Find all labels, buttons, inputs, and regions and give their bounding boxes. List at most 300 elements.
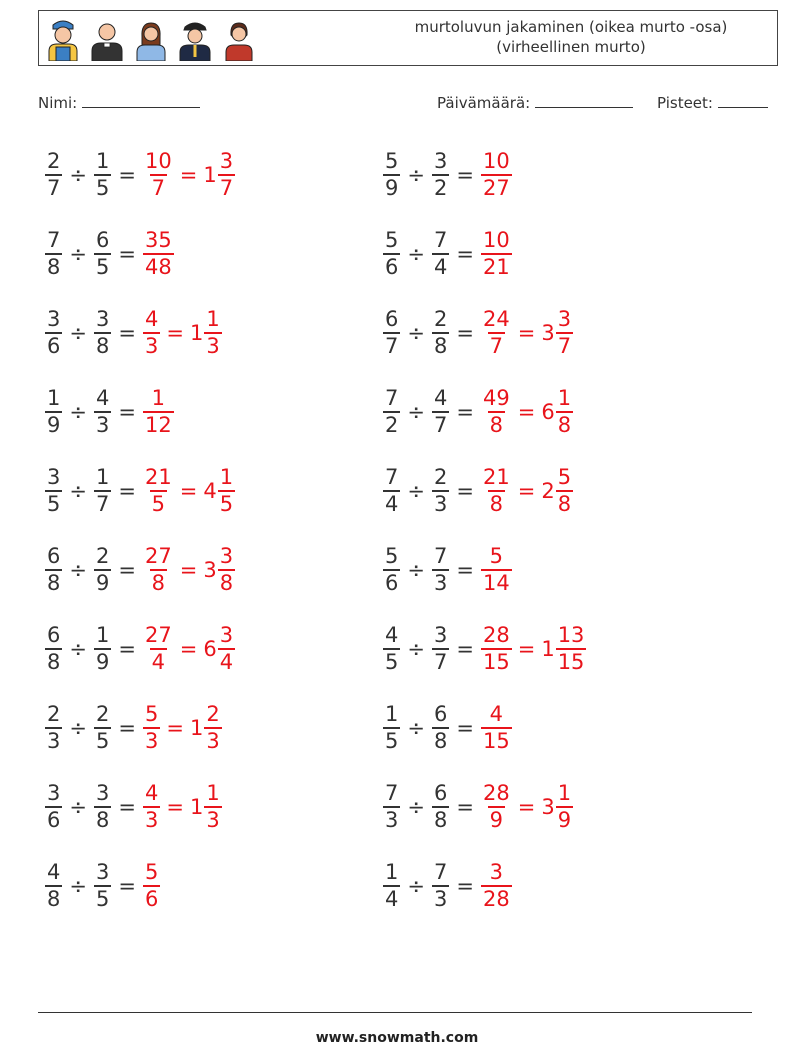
dividend-fraction-numerator: 1: [385, 860, 399, 884]
mixed-fraction: [218, 467, 235, 515]
mixed-fraction: [218, 625, 235, 673]
dividend-fraction: [45, 309, 62, 357]
dividend-fraction-denominator: 6: [385, 571, 399, 595]
mixed-fraction-numerator: 13: [557, 623, 585, 647]
dividend-fraction-denominator: 5: [385, 729, 399, 753]
mixed-whole-number: 3: [541, 795, 555, 819]
dividend-fraction-numerator: 3: [47, 307, 61, 331]
title-line-2: (virheellinen murto): [496, 38, 646, 56]
divisor-fraction-denominator: 5: [95, 255, 110, 279]
mixed-fraction-numerator: 1: [206, 307, 220, 331]
answer-fraction-denominator: 5: [151, 492, 166, 516]
dividend-fraction-numerator: 5: [385, 228, 399, 252]
divisor-fraction: [432, 467, 449, 515]
mixed-fraction-denominator: 7: [557, 334, 572, 358]
answer-fraction-denominator: 14: [482, 571, 510, 595]
answer-equals-sign: =: [517, 637, 536, 661]
dividend-fraction-denominator: 7: [47, 176, 61, 200]
answer-equals-sign: =: [179, 637, 198, 661]
mixed-fraction-numerator: 1: [557, 386, 572, 410]
mixed-fraction-denominator: 3: [206, 808, 220, 832]
mixed-fraction-denominator: 8: [557, 492, 572, 516]
answer: [481, 388, 573, 436]
answer-equals-sign: =: [517, 321, 536, 345]
equals-sign: =: [456, 163, 474, 187]
problem-item: [383, 298, 573, 368]
divisor-fraction-numerator: 2: [95, 702, 110, 726]
divisor-fraction: [432, 151, 449, 199]
divisor-fraction-denominator: 5: [95, 887, 110, 911]
answer-fraction: [143, 151, 174, 199]
answer-fraction: [481, 151, 512, 199]
equals-sign: =: [118, 795, 136, 819]
dividend-fraction: [383, 625, 400, 673]
answer: [143, 230, 174, 278]
dividend-fraction-denominator: 4: [385, 887, 399, 911]
equals-sign: =: [118, 242, 136, 266]
equals-sign: =: [456, 795, 474, 819]
divisor-fraction-numerator: 6: [433, 781, 448, 805]
dividend-fraction-denominator: 5: [47, 492, 61, 516]
answer-fraction: [143, 230, 174, 278]
answer-fraction-denominator: 28: [482, 887, 510, 911]
answer-equals-sign: =: [179, 163, 198, 187]
answer-fraction-numerator: 4: [144, 307, 159, 331]
dividend-fraction-numerator: 7: [47, 228, 61, 252]
answer: [481, 309, 573, 357]
dividend-fraction: [45, 862, 62, 910]
dividend-fraction-denominator: 9: [385, 176, 399, 200]
divisor-fraction-denominator: 8: [95, 334, 110, 358]
dividend-fraction: [383, 309, 400, 357]
divisor-fraction-numerator: 6: [433, 702, 448, 726]
mixed-fraction-denominator: 8: [557, 413, 572, 437]
dividend-fraction-numerator: 4: [385, 623, 399, 647]
equals-sign: =: [118, 558, 136, 582]
mixed-fraction-numerator: 1: [219, 465, 234, 489]
divisor-fraction: [94, 783, 111, 831]
answer: [143, 704, 222, 752]
answer-fraction: [143, 546, 174, 594]
dividend-fraction: [45, 467, 62, 515]
mixed-fraction-numerator: 2: [206, 702, 220, 726]
dividend-fraction-denominator: 4: [385, 492, 399, 516]
divisor-fraction-numerator: 2: [433, 465, 448, 489]
dividend-fraction-numerator: 6: [47, 623, 61, 647]
divisor-fraction-numerator: 3: [433, 149, 448, 173]
equals-sign: =: [118, 163, 136, 187]
divide-sign: ÷: [407, 400, 425, 424]
divisor-fraction: [94, 862, 111, 910]
divisor-fraction-numerator: 7: [433, 228, 448, 252]
answer-fraction-numerator: 4: [144, 781, 159, 805]
answer: [143, 467, 235, 515]
answer-fraction-denominator: 7: [151, 176, 166, 200]
mixed-fraction: [204, 309, 221, 357]
divisor-fraction-numerator: 3: [95, 307, 110, 331]
answer-fraction-numerator: 10: [482, 228, 510, 252]
answer-fraction-denominator: 3: [144, 808, 159, 832]
divisor-fraction: [432, 546, 449, 594]
answer-fraction-numerator: 28: [482, 623, 510, 647]
dividend-fraction-numerator: 7: [385, 386, 399, 410]
mixed-whole-number: 3: [203, 558, 217, 582]
divisor-fraction: [94, 467, 111, 515]
equals-sign: =: [456, 242, 474, 266]
mixed-fraction: [204, 783, 221, 831]
answer-fraction: [481, 546, 512, 594]
answer: [481, 467, 573, 515]
divisor-fraction-numerator: 4: [433, 386, 448, 410]
answer-fraction-denominator: 48: [144, 255, 172, 279]
score-label: Pisteet:: [657, 94, 713, 112]
dividend-fraction: [45, 151, 62, 199]
dividend-fraction-denominator: 3: [385, 808, 399, 832]
answer-fraction: [481, 467, 512, 515]
mixed-fraction-denominator: 7: [219, 176, 234, 200]
answer-fraction-denominator: 6: [144, 887, 159, 911]
dividend-fraction: [45, 230, 62, 278]
divide-sign: ÷: [69, 163, 87, 187]
dividend-fraction: [45, 704, 62, 752]
divisor-fraction-denominator: 3: [433, 887, 448, 911]
problem-item: [383, 140, 512, 210]
divisor-fraction-numerator: 2: [95, 544, 110, 568]
answer-fraction: [143, 309, 160, 357]
answer-fraction-numerator: 5: [144, 702, 159, 726]
divide-sign: ÷: [407, 479, 425, 503]
dividend-fraction-numerator: 4: [47, 860, 61, 884]
divisor-fraction-denominator: 3: [433, 492, 448, 516]
answer-fraction-numerator: 10: [144, 149, 172, 173]
divisor-fraction-denominator: 7: [95, 492, 110, 516]
mixed-fraction-denominator: 5: [219, 492, 234, 516]
divisor-fraction: [432, 704, 449, 752]
answer-fraction-denominator: 3: [144, 334, 159, 358]
problem-item: [45, 851, 160, 921]
title-line-1: murtoluvun jakaminen (oikea murto -osa): [414, 18, 728, 36]
mixed-whole-number: 1: [189, 795, 204, 819]
dividend-fraction-numerator: 1: [47, 386, 61, 410]
mixed-fraction-numerator: 1: [557, 781, 572, 805]
answer-fraction-denominator: 7: [489, 334, 504, 358]
problem-item: [383, 614, 586, 684]
problem-item: [45, 456, 235, 526]
dividend-fraction-numerator: 7: [385, 465, 399, 489]
answer-fraction-numerator: 21: [144, 465, 172, 489]
problem-item: [383, 219, 512, 289]
answer-fraction-denominator: 8: [489, 492, 504, 516]
answer-fraction-numerator: 35: [144, 228, 172, 252]
dividend-fraction-denominator: 2: [385, 413, 399, 437]
mixed-whole-number: 4: [203, 479, 217, 503]
mixed-fraction: [556, 467, 573, 515]
answer: [143, 388, 174, 436]
answer: [143, 309, 222, 357]
divisor-fraction-numerator: 1: [95, 149, 110, 173]
divisor-fraction-denominator: 2: [433, 176, 448, 200]
dividend-fraction: [383, 151, 400, 199]
divisor-fraction-denominator: 3: [433, 571, 448, 595]
equals-sign: =: [456, 400, 474, 424]
dividend-fraction: [383, 783, 400, 831]
divisor-fraction-numerator: 2: [433, 307, 448, 331]
dividend-fraction-denominator: 8: [47, 255, 61, 279]
divisor-fraction-numerator: 3: [433, 623, 448, 647]
divide-sign: ÷: [407, 716, 425, 740]
mixed-whole-number: 1: [189, 321, 204, 345]
answer-fraction-denominator: 9: [489, 808, 504, 832]
dividend-fraction-denominator: 7: [385, 334, 399, 358]
answer-fraction-denominator: 15: [482, 650, 510, 674]
mixed-fraction: [556, 309, 573, 357]
answer: [143, 862, 160, 910]
divisor-fraction-numerator: 4: [95, 386, 110, 410]
mixed-fraction-denominator: 8: [219, 571, 234, 595]
divisor-fraction: [94, 546, 111, 594]
answer-fraction-numerator: 27: [144, 544, 172, 568]
mixed-fraction: [218, 151, 235, 199]
dividend-fraction-denominator: 8: [47, 650, 61, 674]
divide-sign: ÷: [407, 321, 425, 345]
dividend-fraction-denominator: 8: [47, 571, 61, 595]
answer-fraction-numerator: 4: [489, 702, 504, 726]
equals-sign: =: [118, 321, 136, 345]
dividend-fraction: [383, 546, 400, 594]
dividend-fraction: [45, 783, 62, 831]
dividend-fraction-numerator: 5: [385, 149, 399, 173]
divisor-fraction: [432, 625, 449, 673]
dividend-fraction-numerator: 3: [47, 465, 61, 489]
dividend-fraction-numerator: 5: [385, 544, 399, 568]
dividend-fraction: [383, 388, 400, 436]
equals-sign: =: [118, 716, 136, 740]
date-label: Päivämäärä:: [437, 94, 531, 112]
answer: [481, 151, 512, 199]
dividend-fraction-numerator: 7: [385, 781, 399, 805]
mixed-fraction-numerator: 3: [219, 623, 234, 647]
mixed-fraction: [556, 783, 573, 831]
problem-item: [45, 298, 222, 368]
dividend-fraction-denominator: 3: [47, 729, 61, 753]
dividend-fraction: [383, 704, 400, 752]
answer-fraction: [481, 388, 512, 436]
divisor-fraction: [94, 704, 111, 752]
mixed-fraction-numerator: 1: [206, 781, 220, 805]
divisor-fraction: [432, 388, 449, 436]
mixed-fraction-numerator: 3: [219, 149, 234, 173]
problem-item: [383, 377, 573, 447]
problem-item: [383, 772, 573, 842]
answer-fraction-numerator: 10: [482, 149, 510, 173]
divisor-fraction-denominator: 8: [95, 808, 110, 832]
dividend-fraction: [45, 388, 62, 436]
divisor-fraction-numerator: 6: [95, 228, 110, 252]
mixed-fraction: [556, 625, 587, 673]
divide-sign: ÷: [69, 558, 87, 582]
dividend-fraction-numerator: 6: [47, 544, 61, 568]
divisor-fraction: [94, 309, 111, 357]
answer-fraction-numerator: 49: [482, 386, 510, 410]
divisor-fraction-denominator: 5: [95, 176, 110, 200]
divisor-fraction-numerator: 7: [433, 860, 448, 884]
mixed-fraction-numerator: 3: [557, 307, 572, 331]
mixed-whole-number: 1: [541, 637, 555, 661]
answer-fraction: [143, 783, 160, 831]
answer-fraction-numerator: 3: [489, 860, 504, 884]
divisor-fraction-numerator: 3: [95, 860, 110, 884]
dividend-fraction-denominator: 8: [47, 887, 61, 911]
equals-sign: =: [456, 321, 474, 345]
problem-item: [45, 377, 174, 447]
equals-sign: =: [456, 874, 474, 898]
answer: [143, 546, 235, 594]
divisor-fraction: [94, 625, 111, 673]
answer-fraction: [143, 467, 174, 515]
divide-sign: ÷: [407, 795, 425, 819]
answer-fraction-numerator: 5: [144, 860, 159, 884]
divisor-fraction-numerator: 1: [95, 623, 110, 647]
divisor-fraction-numerator: 3: [95, 781, 110, 805]
divisor-fraction-denominator: 8: [433, 334, 448, 358]
answer-fraction-numerator: 21: [482, 465, 510, 489]
dividend-fraction: [45, 546, 62, 594]
equals-sign: =: [456, 637, 474, 661]
answer: [481, 625, 586, 673]
divisor-fraction: [432, 309, 449, 357]
mixed-fraction-denominator: 3: [206, 729, 220, 753]
answer-fraction: [481, 625, 512, 673]
divisor-fraction-denominator: 3: [95, 413, 110, 437]
mixed-fraction: [556, 388, 573, 436]
divisor-fraction-numerator: 7: [433, 544, 448, 568]
divisor-fraction-denominator: 8: [433, 729, 448, 753]
dividend-fraction: [383, 862, 400, 910]
equals-sign: =: [456, 479, 474, 503]
equals-sign: =: [118, 479, 136, 503]
divide-sign: ÷: [407, 874, 425, 898]
answer-equals-sign: =: [166, 321, 184, 345]
answer: [481, 546, 512, 594]
dividend-fraction-denominator: 6: [47, 808, 61, 832]
problem-item: [383, 693, 512, 763]
answer: [143, 151, 235, 199]
divisor-fraction: [432, 230, 449, 278]
answer-fraction: [481, 862, 512, 910]
dividend-fraction-numerator: 2: [47, 149, 61, 173]
mixed-fraction-denominator: 9: [557, 808, 572, 832]
equals-sign: =: [456, 716, 474, 740]
dividend-fraction-numerator: 6: [385, 307, 399, 331]
divisor-fraction: [94, 230, 111, 278]
answer-equals-sign: =: [517, 479, 536, 503]
equals-sign: =: [118, 874, 136, 898]
answer-fraction: [143, 388, 174, 436]
divide-sign: ÷: [69, 400, 87, 424]
answer-equals-sign: =: [179, 558, 198, 582]
divide-sign: ÷: [69, 321, 87, 345]
footer-divider: [38, 1012, 752, 1013]
problem-item: [45, 614, 235, 684]
problem-item: [383, 851, 512, 921]
mixed-whole-number: 6: [541, 400, 555, 424]
divide-sign: ÷: [69, 479, 87, 503]
answer-equals-sign: =: [179, 479, 198, 503]
answer-equals-sign: =: [166, 795, 184, 819]
answer-equals-sign: =: [166, 716, 184, 740]
answer-fraction: [143, 625, 174, 673]
divide-sign: ÷: [69, 242, 87, 266]
divisor-fraction-denominator: 4: [433, 255, 448, 279]
name-label: Nimi:: [38, 94, 78, 112]
dividend-fraction-numerator: 3: [47, 781, 61, 805]
answer-equals-sign: =: [517, 400, 536, 424]
mixed-fraction-denominator: 15: [557, 650, 585, 674]
problem-item: [45, 772, 222, 842]
answer: [143, 783, 222, 831]
divisor-fraction-denominator: 9: [95, 571, 110, 595]
mixed-fraction: [218, 546, 235, 594]
answer-fraction: [481, 230, 512, 278]
problem-item: [383, 535, 512, 605]
mixed-whole-number: 1: [203, 163, 217, 187]
problem-item: [45, 140, 235, 210]
answer-fraction: [481, 309, 512, 357]
divisor-fraction: [94, 151, 111, 199]
divisor-fraction-denominator: 9: [95, 650, 110, 674]
equals-sign: =: [456, 558, 474, 582]
divide-sign: ÷: [407, 558, 425, 582]
dividend-fraction-numerator: 2: [47, 702, 61, 726]
answer-fraction-denominator: 15: [482, 729, 510, 753]
answer-fraction: [481, 783, 512, 831]
answer-fraction-numerator: 28: [482, 781, 510, 805]
problem-item: [45, 693, 222, 763]
answer-fraction-denominator: 12: [144, 413, 172, 437]
dividend-fraction: [45, 625, 62, 673]
answer-fraction: [481, 704, 512, 752]
mixed-fraction-denominator: 4: [219, 650, 234, 674]
divide-sign: ÷: [407, 163, 425, 187]
divisor-fraction: [432, 862, 449, 910]
divide-sign: ÷: [407, 637, 425, 661]
answer-fraction-numerator: 27: [144, 623, 172, 647]
answer-equals-sign: =: [517, 795, 536, 819]
equals-sign: =: [118, 400, 136, 424]
answer-fraction-numerator: 24: [482, 307, 510, 331]
mixed-fraction: [204, 704, 221, 752]
problem-item: [45, 535, 235, 605]
mixed-whole-number: 1: [189, 716, 204, 740]
divisor-fraction-denominator: 7: [433, 413, 448, 437]
answer-fraction-denominator: 3: [144, 729, 159, 753]
answer-fraction-denominator: 21: [482, 255, 510, 279]
answer-fraction: [143, 704, 160, 752]
mixed-whole-number: 6: [203, 637, 217, 661]
dividend-fraction-numerator: 1: [385, 702, 399, 726]
divisor-fraction-denominator: 5: [95, 729, 110, 753]
mixed-fraction-numerator: 5: [557, 465, 572, 489]
equals-sign: =: [118, 637, 136, 661]
divide-sign: ÷: [69, 637, 87, 661]
answer: [143, 625, 235, 673]
divisor-fraction: [94, 388, 111, 436]
answer-fraction-denominator: 8: [489, 413, 504, 437]
dividend-fraction: [383, 467, 400, 515]
answer-fraction-denominator: 4: [151, 650, 166, 674]
divisor-fraction-denominator: 7: [433, 650, 448, 674]
divide-sign: ÷: [69, 874, 87, 898]
